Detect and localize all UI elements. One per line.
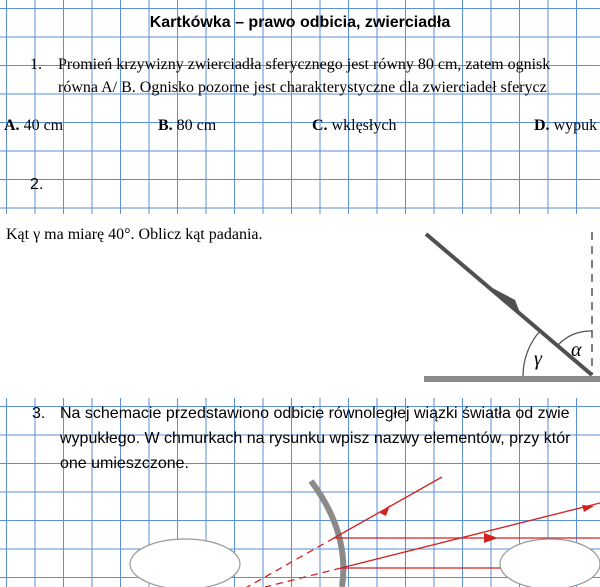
label-cloud-left[interactable] [130, 539, 240, 587]
arrow-icon [582, 505, 594, 512]
question-1-number: 1. [30, 56, 42, 73]
question-1-line-2: równa A/ B. Ognisko pozorne jest charakterystyczne dla zwierciadeł sferycz [58, 79, 547, 96]
question-3-line-3: one umieszczone. [60, 455, 189, 472]
option-c-letter: C. [312, 117, 328, 134]
arrow-icon [484, 533, 498, 543]
question-3-line-1: Na schemacie przedstawiono odbicie równoległej wiązki światła od zwie [60, 405, 570, 422]
label-cloud-right[interactable] [500, 539, 600, 587]
gamma-label: γ [534, 348, 542, 370]
option-d-text: wypuk [553, 117, 598, 134]
page-title: Kartkówka – prawo odbicia, zwierciadła [149, 14, 451, 31]
question-3-line-2: wypukłego. W chmurkach na rysunku wpisz nazwy elementów, przy któr [60, 430, 571, 447]
extension-upper [242, 538, 334, 587]
option-d-letter: D. [534, 117, 550, 134]
option-a-text: 40 cm [23, 117, 64, 134]
plane-mirror [424, 376, 600, 382]
question-2-prompt: Kąt γ ma miarę 40°. Oblicz kąt padania. [6, 226, 263, 243]
option-b-text: 80 cm [176, 117, 217, 134]
option-a-letter: A. [4, 117, 20, 134]
question-3-number: 3. [32, 405, 46, 422]
option-c-text: wklęsłych [331, 117, 397, 134]
alpha-label: α [571, 339, 582, 361]
option-b-letter: B. [158, 117, 173, 134]
question-2-number: 2. [30, 176, 44, 193]
question-1-line-1: Promień krzywizny zwierciadła sferycznego jest równy 80 cm, zatem ognisk [58, 56, 551, 73]
